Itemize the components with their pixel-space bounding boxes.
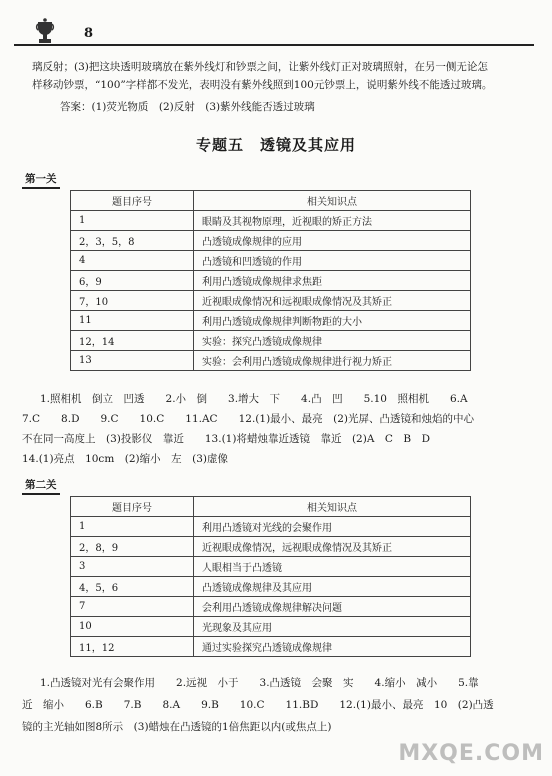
table-cell: 13 [71,351,194,371]
intro-answer: 答案：(1)荧光物质 (2)反射 (3)紫外线能否透过玻璃 [60,101,315,113]
table-cell: 11 [71,311,194,331]
table-row [71,577,471,597]
table-row [71,271,471,291]
table-cell: 3 [71,557,194,577]
table-cell: 实验：会利用凸透镜成像规律进行视力矫正 [194,351,471,371]
table-cell: 近视眼成像情况，远视眼成像情况及其矫正 [194,537,471,557]
level-1-answer-line: 1.照相机 倒立 凹透 2.小 倒 3.增大 下 4.凸 凹 5.10 照相机 6.A [40,393,468,405]
watermark [398,741,544,766]
table-cell: 会利用凸透镜成像规律解决问题 [194,597,471,617]
table-cell: 2，3，5，8 [71,231,194,251]
table-cell: 2，8，9 [71,537,194,557]
table-row [71,231,471,251]
table-cell: 利用凸透镜成像规律求焦距 [194,271,471,291]
level-1-label: 第一关 [22,170,60,189]
level-1-answer-line: 7.C 8.D 9.C 10.C 11.AC 12.(1)最小、最亮 (2)光屏、凸透镜和烛焰的中心 [22,413,475,425]
header-divider [14,44,534,46]
table-cell: 4，5，6 [71,577,194,597]
level-1-answer-line: 14.(1)亮点 10cm (2)缩小 左 (3)虚像 [22,453,229,465]
table-row [71,251,471,271]
table-row [71,517,471,537]
table-cell: 近视眼成像情况和远视眼成像情况及其矫正 [194,291,471,311]
table-row [71,291,471,311]
table-header-cell: 相关知识点 [194,191,471,211]
table-cell: 1 [71,211,194,231]
intro-line-1: 璃反射；(3)把这块透明玻璃放在紫外线灯和钞票之间，让紫外线灯正对玻璃照射，在另一侧无论怎 [32,61,488,73]
table-row [71,331,471,351]
table-cell: 11，12 [71,637,194,657]
level-2-answer-line: 镜的主光轴如图8所示 (3)蜡烛在凸透镜的1倍焦距以内(或焦点上) [22,721,332,733]
table-row [71,211,471,231]
table-row [71,557,471,577]
page-number: 8 [84,26,94,41]
level-2-label: 第二关 [22,476,60,495]
table-cell: 7 [71,597,194,617]
level-1-answer-line: 不在同一高度上 (3)投影仪 靠近 13.(1)将蜡烛靠近透镜 靠近 (2)A C B D [22,433,431,445]
table-cell: 10 [71,617,194,637]
table-row [71,311,471,331]
watermark-site: MXQE.COM [398,741,544,766]
table-header-cell: 题目序号 [71,497,194,517]
table-cell: 12，14 [71,331,194,351]
table-row [71,537,471,557]
level-2-answer-line: 近 缩小 6.B 7.B 8.A 9.B 10.C 11.BD 12.(1)最小、最亮 10 (2)凸透 [22,699,494,711]
table-header-row [71,191,471,211]
level-2-table [70,496,471,657]
intro-line-2: 样移动钞票，“100”字样都不发光，表明没有紫外线照到100元钞票上，说明紫外线不能透过玻璃。 [32,79,493,91]
table-cell: 通过实验探究凸透镜成像规律 [194,637,471,657]
table-header-row [71,497,471,517]
table-row [71,637,471,657]
table-cell: 凸透镜成像规律及其应用 [194,577,471,597]
table-cell: 眼睛及其视物原理，近视眼的矫正方法 [194,211,471,231]
table-cell: 1 [71,517,194,537]
level-2-answer-line: 1.凸透镜对光有会聚作用 2.远视 小于 3.凸透镜 会聚 实 4.缩小 减小 5.靠 [40,677,479,689]
page-header [14,18,534,48]
table-header-cell: 题目序号 [71,191,194,211]
table-cell: 人眼相当于凸透镜 [194,557,471,577]
table-cell: 利用凸透镜成像规律判断物距的大小 [194,311,471,331]
table-header-cell: 相关知识点 [194,497,471,517]
table-cell: 4 [71,251,194,271]
table-cell: 利用凸透镜对光线的会聚作用 [194,517,471,537]
section-title: 专题五 透镜及其应用 [195,136,356,154]
table-row [71,597,471,617]
level-1-table [70,190,471,371]
table-cell: 光现象及其应用 [194,617,471,637]
table-cell: 凸透镜成像规律的应用 [194,231,471,251]
table-cell: 6，9 [71,271,194,291]
table-cell: 凸透镜和凹透镜的作用 [194,251,471,271]
table-row [71,617,471,637]
table-cell: 实验：探究凸透镜成像规律 [194,331,471,351]
table-cell: 7，10 [71,291,194,311]
table-row [71,351,471,371]
